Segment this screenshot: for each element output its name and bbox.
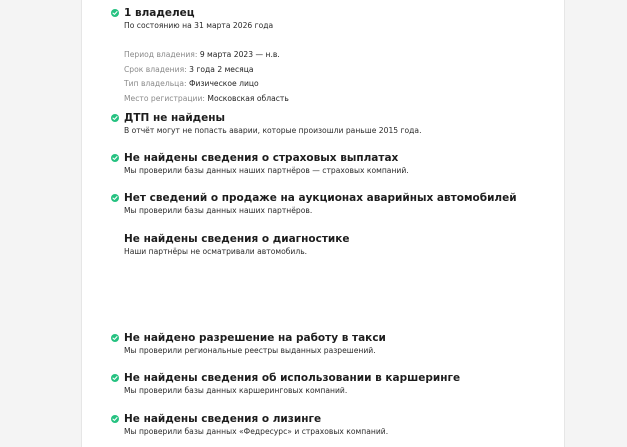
accidents-title: ДТП не найдены [124, 112, 226, 124]
detail-label: Тип владельца: [124, 79, 187, 88]
report-card [81, 0, 565, 447]
detail-value: Физическое лицо [189, 79, 259, 88]
owners-title: 1 владелец [124, 7, 195, 19]
taxi-subtitle: Мы проверили региональные реестры выданных разрешений. [124, 346, 376, 355]
accidents-subtitle: В отчёт могут не попасть аварии, которые произошли раньше 2015 года. [124, 126, 422, 135]
auctions-title: Нет сведений о продаже на аукционах аварийных автомобилей [124, 192, 517, 204]
check-circle-icon [111, 194, 119, 202]
detail-value: Московская область [207, 93, 289, 103]
check-circle-icon [111, 9, 119, 17]
taxi-title: Не найдено разрешение на работу в такси [124, 332, 386, 344]
detail-row-duration [124, 65, 289, 80]
detail-value: 3 года 2 месяца [189, 64, 254, 74]
check-circle-icon [111, 334, 119, 342]
leasing-title: Не найдены сведения о лизинге [124, 413, 322, 425]
check-circle-icon [111, 374, 119, 382]
carsharing-title: Не найдены сведения об использовании в каршеринге [124, 372, 461, 384]
detail-label: Срок владения: [124, 64, 187, 74]
detail-label: Место регистрации: [124, 93, 205, 103]
leasing-subtitle: Мы проверили базы данных «Федресурс» и страховых компаний. [124, 427, 389, 436]
detail-row-owner-type [124, 79, 289, 94]
detail-label: Период владения: [124, 50, 198, 59]
detail-row-registration [124, 94, 289, 109]
check-circle-icon [111, 114, 119, 122]
owner-details [124, 50, 289, 108]
carsharing-subtitle: Мы проверили базы данных каршеринговых компаний. [124, 386, 348, 395]
detail-value: 9 марта 2023 — н.в. [199, 50, 280, 59]
insurance-subtitle: Мы проверили базы данных наших партнёров — страховых компаний. [124, 166, 409, 175]
detail-row-period [124, 50, 289, 65]
diagnostics-subtitle: Наши партнёры не осматривали автомобиль. [124, 247, 308, 256]
insurance-title: Не найдены сведения о страховых выплатах [124, 152, 399, 164]
check-circle-icon [111, 415, 119, 423]
owners-subtitle: По состоянию на 31 марта 2026 года [124, 21, 274, 30]
auctions-subtitle: Мы проверили базы данных наших партнёров. [124, 206, 313, 215]
diagnostics-title: Не найдены сведения о диагностике [124, 233, 350, 245]
check-circle-icon [111, 154, 119, 162]
